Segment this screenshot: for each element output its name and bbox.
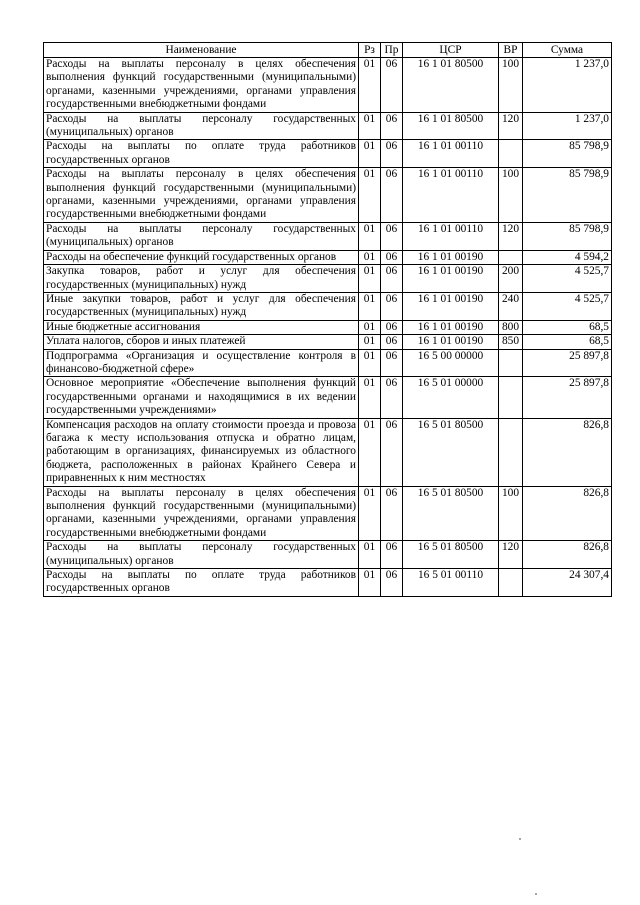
cell-vr: 100 [499,168,523,223]
table-row [44,541,612,569]
cell-sum: 4 525,7 [523,292,612,320]
cell-pr: 06 [381,569,403,597]
cell-pr: 06 [381,335,403,349]
cell-sum: 1 237,0 [523,58,612,113]
cell-name: Расходы на выплаты персоналу государственных (муниципальных) органов [44,222,359,250]
cell-pr: 06 [381,541,403,569]
cell-sum: 826,8 [523,541,612,569]
cell-csr: 16 5 00 00000 [403,349,499,377]
cell-pr: 06 [381,168,403,223]
cell-rz: 01 [359,320,381,334]
cell-vr: 120 [499,541,523,569]
cell-vr: 100 [499,486,523,541]
cell-name: Расходы на выплаты персоналу в целях обеспечения выполнения функций государственными (муниципальными) органами, казенными учреждениями, органами управления государственными внебюджетными фондами [44,486,359,541]
cell-csr: 16 5 01 80500 [403,486,499,541]
cell-sum: 1 237,0 [523,112,612,140]
cell-csr: 16 1 01 00190 [403,292,499,320]
header-sum: Сумма [523,43,612,58]
cell-pr: 06 [381,140,403,168]
cell-csr: 16 1 01 00110 [403,222,499,250]
cell-pr: 06 [381,58,403,113]
cell-vr: 240 [499,292,523,320]
cell-csr: 16 5 01 80500 [403,418,499,486]
cell-pr: 06 [381,222,403,250]
table-row [44,112,612,140]
cell-vr: 200 [499,265,523,293]
table-row [44,320,612,334]
cell-csr: 16 1 01 00110 [403,168,499,223]
cell-name: Расходы на выплаты по оплате труда работников государственных органов [44,140,359,168]
cell-vr: 120 [499,112,523,140]
table-row [44,168,612,223]
cell-name: Расходы на обеспечение функций государственных органов [44,250,359,264]
table-row [44,486,612,541]
cell-sum: 85 798,9 [523,168,612,223]
cell-csr: 16 1 01 00190 [403,335,499,349]
scan-speck [535,893,537,895]
table-header-row [44,43,612,58]
cell-csr: 16 1 01 00190 [403,265,499,293]
cell-pr: 06 [381,349,403,377]
cell-vr: 800 [499,320,523,334]
cell-rz: 01 [359,541,381,569]
cell-csr: 16 5 01 00000 [403,377,499,418]
cell-vr: 100 [499,58,523,113]
cell-rz: 01 [359,335,381,349]
cell-name: Уплата налогов, сборов и иных платежей [44,335,359,349]
cell-csr: 16 5 01 00110 [403,569,499,597]
cell-rz: 01 [359,377,381,418]
scan-speck [519,838,521,840]
cell-pr: 06 [381,250,403,264]
table-row [44,335,612,349]
cell-csr: 16 1 01 00190 [403,250,499,264]
header-vr: ВР [499,43,523,58]
budget-table [43,42,612,597]
cell-csr: 16 5 01 80500 [403,541,499,569]
cell-vr [499,418,523,486]
cell-name: Расходы на выплаты по оплате труда работников государственных органов [44,569,359,597]
cell-name: Расходы на выплаты персоналу в целях обеспечения выполнения функций государственными (муниципальными) органами, казенными учреждениями, органами управления государственными внебюджетными фондами [44,168,359,223]
cell-sum: 85 798,9 [523,222,612,250]
header-pr: Пр [381,43,403,58]
cell-csr: 16 1 01 80500 [403,58,499,113]
cell-pr: 06 [381,418,403,486]
header-rz: Рз [359,43,381,58]
cell-pr: 06 [381,486,403,541]
header-csr: ЦСР [403,43,499,58]
cell-vr [499,569,523,597]
cell-name: Основное мероприятие «Обеспечение выполнения функций государственными органами и находящимися в их ведении государственными учреждениями» [44,377,359,418]
cell-rz: 01 [359,222,381,250]
cell-name: Расходы на выплаты персоналу государственных (муниципальных) органов [44,541,359,569]
cell-sum: 826,8 [523,486,612,541]
cell-sum: 4 525,7 [523,265,612,293]
table-row [44,265,612,293]
cell-vr [499,140,523,168]
cell-name: Иные бюджетные ассигнования [44,320,359,334]
cell-rz: 01 [359,292,381,320]
cell-vr [499,377,523,418]
cell-csr: 16 1 01 00110 [403,140,499,168]
cell-name: Расходы на выплаты персоналу в целях обеспечения выполнения функций государственными (муниципальными) органами, казенными учреждениями, органами управления государственными внебюджетными фондами [44,58,359,113]
cell-name: Компенсация расходов на оплату стоимости проезда и провоза багажа к месту использования отпуска и обратно лицам, работающим в организациях, финансируемых из областного бюджета, расположенных в районах Крайнего Севера и приравненных к ним местностях [44,418,359,486]
cell-sum: 24 307,4 [523,569,612,597]
table-row [44,58,612,113]
cell-pr: 06 [381,265,403,293]
header-name: Наименование [44,43,359,58]
cell-pr: 06 [381,292,403,320]
table-row [44,292,612,320]
cell-sum: 25 897,8 [523,377,612,418]
cell-sum: 4 594,2 [523,250,612,264]
cell-vr [499,349,523,377]
cell-rz: 01 [359,569,381,597]
cell-rz: 01 [359,265,381,293]
cell-sum: 85 798,9 [523,140,612,168]
cell-vr [499,250,523,264]
cell-vr: 120 [499,222,523,250]
table-row [44,250,612,264]
table-row [44,418,612,486]
table-row [44,349,612,377]
cell-rz: 01 [359,250,381,264]
cell-rz: 01 [359,418,381,486]
cell-rz: 01 [359,140,381,168]
cell-sum: 68,5 [523,320,612,334]
table-row [44,140,612,168]
cell-rz: 01 [359,486,381,541]
cell-name: Иные закупки товаров, работ и услуг для обеспечения государственных (муниципальных) нужд [44,292,359,320]
cell-sum: 826,8 [523,418,612,486]
table-row [44,569,612,597]
cell-csr: 16 1 01 00190 [403,320,499,334]
cell-vr: 850 [499,335,523,349]
cell-sum: 68,5 [523,335,612,349]
cell-rz: 01 [359,168,381,223]
cell-pr: 06 [381,320,403,334]
cell-rz: 01 [359,112,381,140]
cell-sum: 25 897,8 [523,349,612,377]
cell-csr: 16 1 01 80500 [403,112,499,140]
cell-pr: 06 [381,377,403,418]
table-row [44,222,612,250]
cell-name: Подпрограмма «Организация и осуществление контроля в финансово-бюджетной сфере» [44,349,359,377]
cell-name: Расходы на выплаты персоналу государственных (муниципальных) органов [44,112,359,140]
cell-rz: 01 [359,349,381,377]
cell-pr: 06 [381,112,403,140]
table-row [44,377,612,418]
cell-rz: 01 [359,58,381,113]
cell-name: Закупка товаров, работ и услуг для обеспечения государственных (муниципальных) нужд [44,265,359,293]
